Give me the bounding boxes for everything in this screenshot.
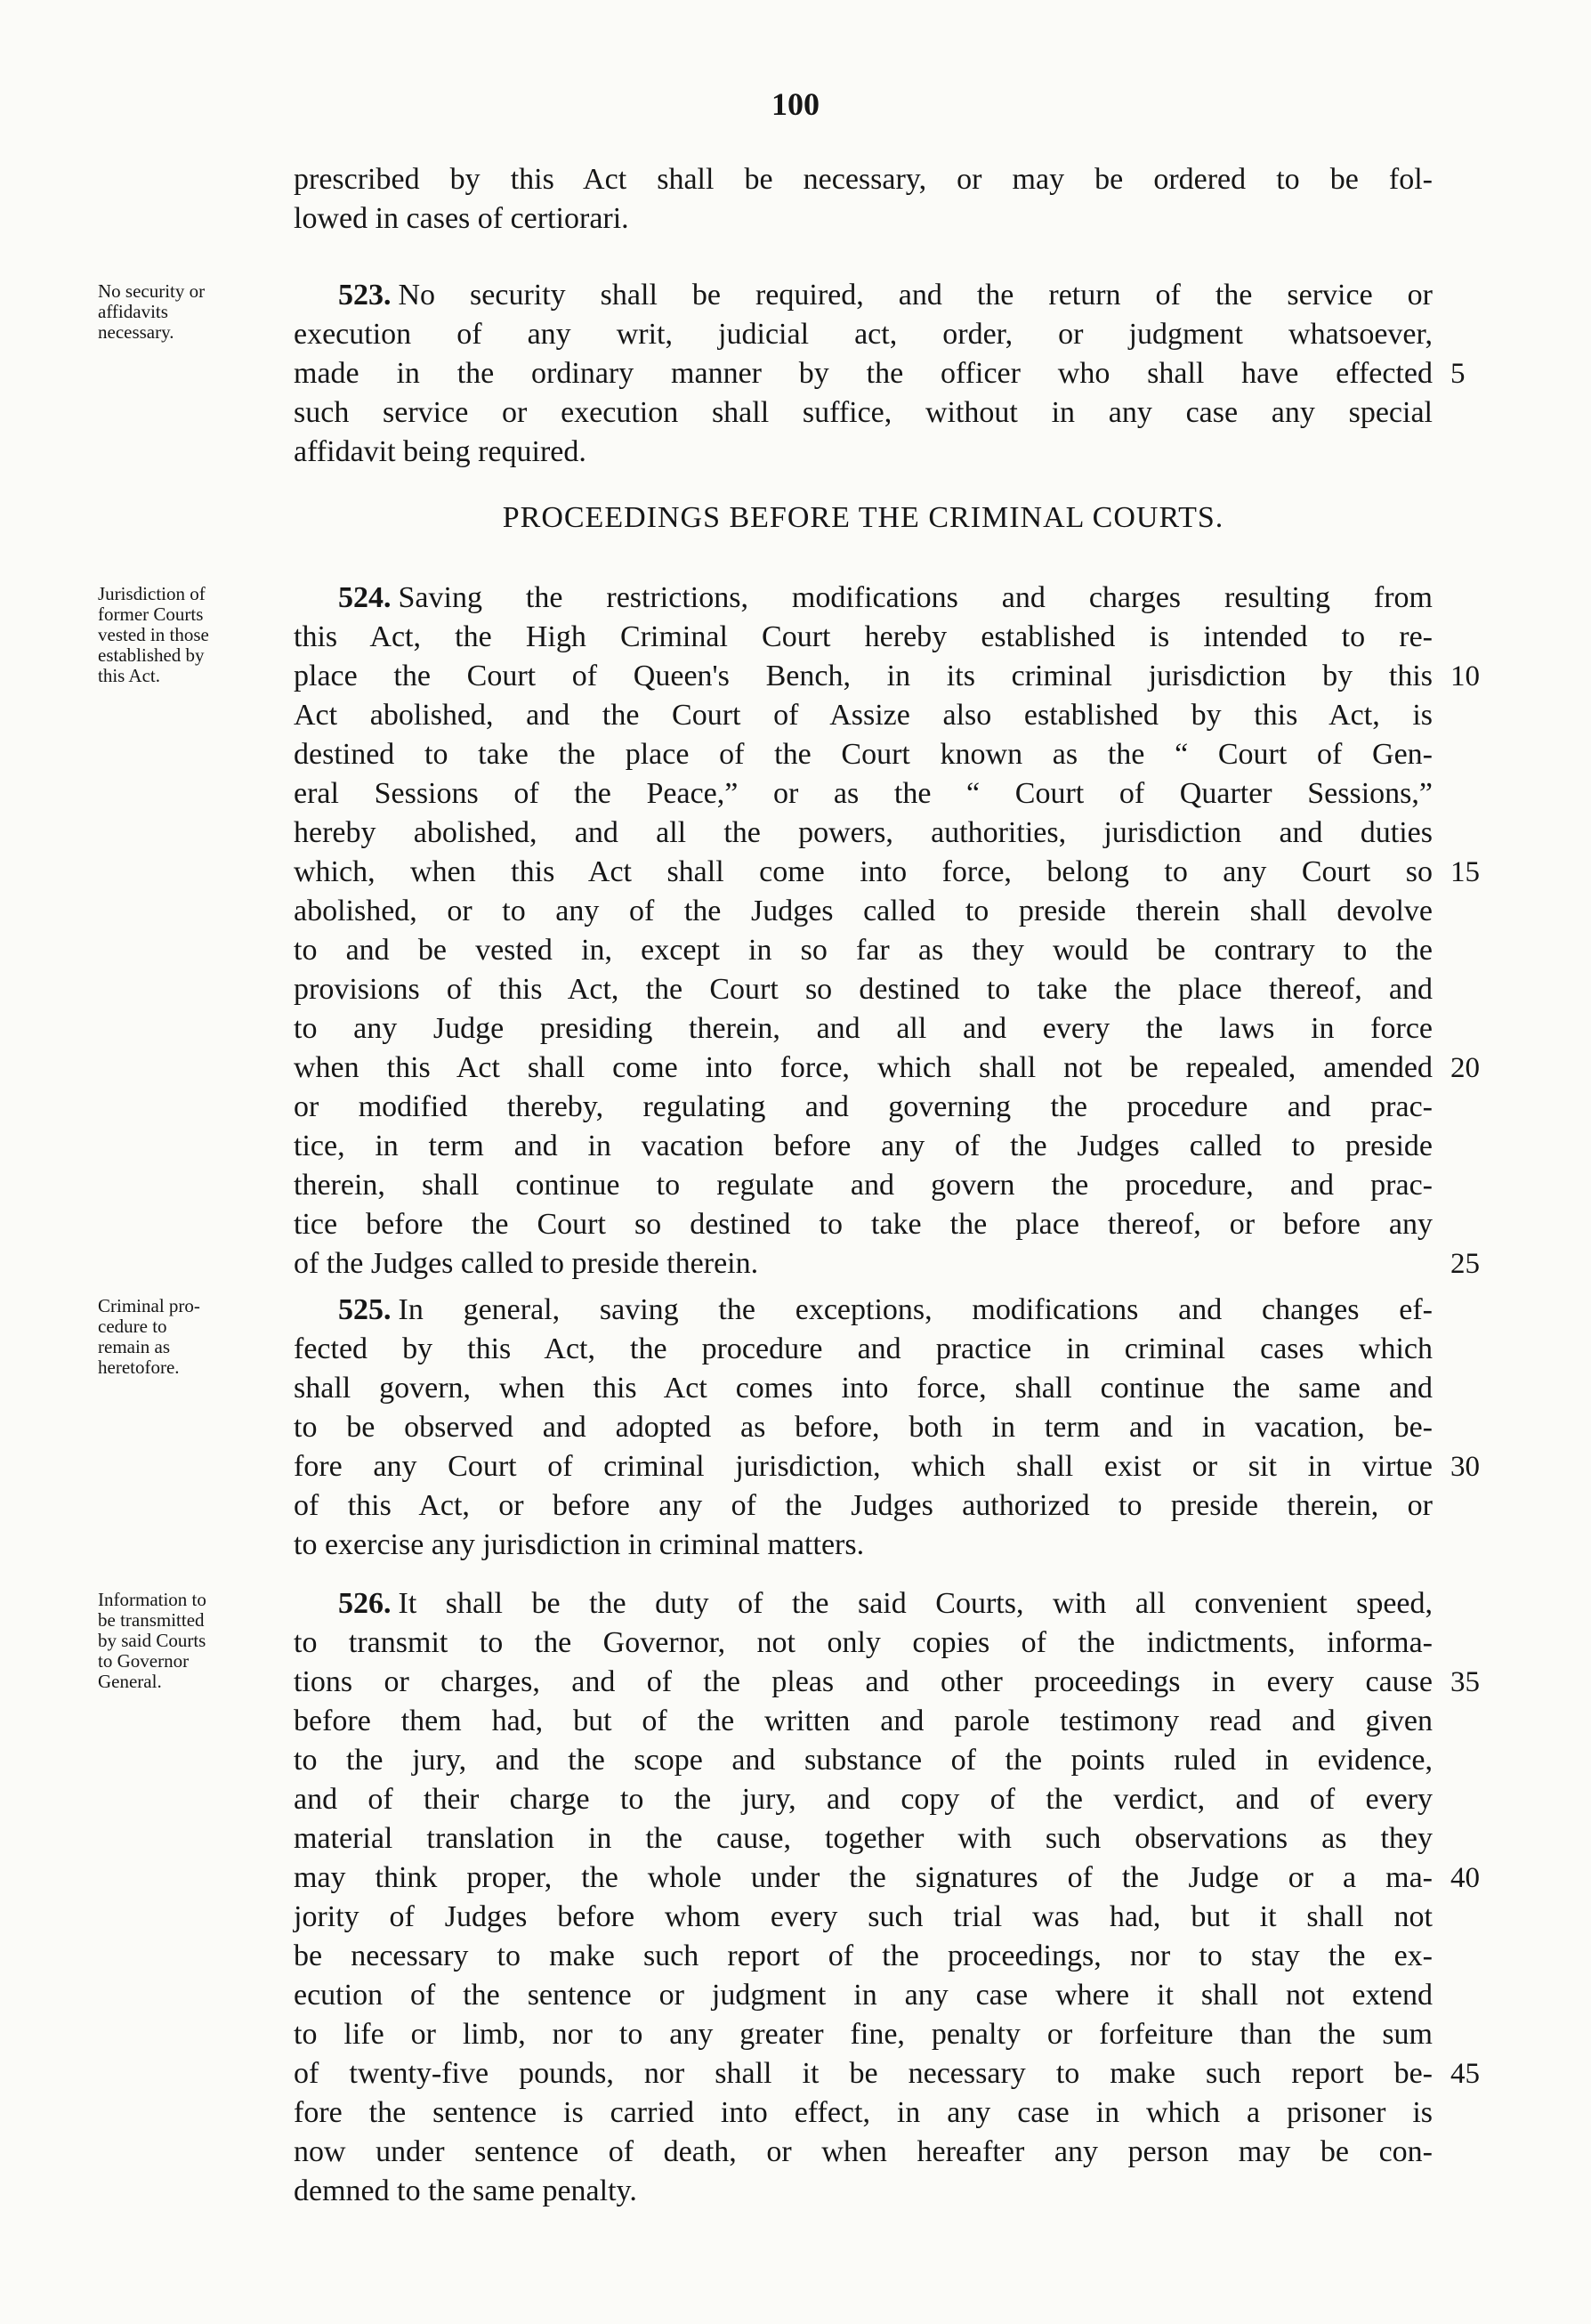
- text-line: [294, 853, 1433, 892]
- line-text: fore any Court of criminal jurisdiction, which shall exist or sit in virtue: [294, 1450, 1433, 1483]
- text-line: [338, 1584, 1433, 1624]
- line-text: therein, shall continue to regulate and govern the procedure, and prac-: [294, 1169, 1433, 1202]
- text-line: [294, 1937, 1433, 1976]
- text-line: [294, 2093, 1433, 2133]
- margin-note-line: No security or: [98, 280, 206, 302]
- margin-note: [98, 281, 288, 343]
- section-heading: PROCEEDINGS BEFORE THE CRIMINAL COURTS.: [502, 501, 1224, 534]
- line-text: prescribed by this Act shall be necessary, or may be ordered to be fol-: [294, 163, 1433, 196]
- text-line: [294, 315, 1433, 354]
- line-text: may think proper, the whole under the signatures of the Judge or a ma-: [294, 1861, 1433, 1894]
- line-text: to exercise any jurisdiction in criminal matters.: [294, 1528, 865, 1561]
- text-line: [294, 1088, 1433, 1127]
- line-text: destined to take the place of the Court known as the “ Court of Gen-: [294, 738, 1433, 771]
- line-text: execution of any writ, judicial act, order, or judgment whatsoever,: [294, 318, 1433, 351]
- margin-note-line: be transmitted: [98, 1609, 205, 1631]
- line-number: 20: [1450, 1052, 1480, 1084]
- text-line: [294, 354, 1433, 393]
- text-line: [294, 696, 1433, 735]
- line-text: now under sentence of death, or when hereafter any person may be con-: [294, 2135, 1433, 2168]
- line-text: when this Act shall come into force, which shall not be repealed, amended: [294, 1051, 1433, 1084]
- text-line: [338, 579, 1433, 618]
- line-text: tions or charges, and of the pleas and other proceedings in every cause: [294, 1665, 1433, 1698]
- line-number: 35: [1450, 1666, 1480, 1698]
- text-line: [294, 1447, 1433, 1486]
- margin-note-line: Jurisdiction of: [98, 583, 206, 604]
- line-text: eral Sessions of the Peace,” or as the “ Court of Quarter Sessions,”: [294, 777, 1433, 810]
- line-text: to be observed and adopted as before, both in term and in vacation, be-: [294, 1411, 1433, 1444]
- margin-note-line: to Governor: [98, 1650, 190, 1672]
- text-line: [294, 1526, 1433, 1565]
- text-line: [294, 657, 1433, 696]
- text-line: [294, 774, 1433, 814]
- line-text: tice, in term and in vacation before any of the Judges called to preside: [294, 1130, 1433, 1162]
- text-line: [294, 393, 1433, 433]
- line-text: this Act, the High Criminal Court hereby established is intended to re-: [294, 620, 1433, 653]
- margin-note-line: by said Courts: [98, 1630, 206, 1651]
- text-line: [294, 618, 1433, 657]
- line-text: jority of Judges before whom every such trial was had, but it shall not: [294, 1900, 1433, 1933]
- line-number: 10: [1450, 660, 1480, 692]
- line-text: to any Judge presiding therein, and all and every the laws in force: [294, 1012, 1433, 1045]
- text-line: [294, 2172, 1433, 2211]
- text-line: [294, 1205, 1433, 1244]
- text-line: [294, 2133, 1433, 2172]
- line-text: shall govern, when this Act comes into force, shall continue the same and: [294, 1372, 1433, 1405]
- text-line: [294, 892, 1433, 931]
- margin-note-line: vested in those: [98, 624, 209, 645]
- margin-note-line: Criminal pro-: [98, 1295, 200, 1316]
- text-line: [294, 1858, 1433, 1898]
- line-text: to life or limb, nor to any greater fine, penalty or forfeiture than the sum: [294, 2018, 1433, 2051]
- line-text: In general, saving the exceptions, modifications and changes ef-: [398, 1293, 1433, 1326]
- text-line: [294, 1244, 1433, 1283]
- margin-note-line: remain as: [98, 1336, 171, 1357]
- text-line: [294, 814, 1433, 853]
- section-number: 526.: [338, 1587, 392, 1620]
- margin-note: [98, 1590, 288, 1692]
- line-text: lowed in cases of certiorari.: [294, 202, 629, 235]
- text-line: [294, 1976, 1433, 2015]
- line-text: Act abolished, and the Court of Assize also established by this Act, is: [294, 699, 1433, 732]
- line-text: fected by this Act, the procedure and practice in criminal cases which: [294, 1332, 1433, 1365]
- line-text: which, when this Act shall come into force, belong to any Court so: [294, 855, 1433, 888]
- line-text: and of their charge to the jury, and copy of the verdict, and of every: [294, 1783, 1433, 1816]
- line-text: to and be vested in, except in so far as they would be contrary to the: [294, 934, 1433, 967]
- text-line: [294, 1330, 1433, 1369]
- text-line: [294, 1741, 1433, 1780]
- line-text: fore the sentence is carried into effect, in any case in which a prisoner is: [294, 2096, 1433, 2129]
- text-line: [294, 1049, 1433, 1088]
- line-text: of the Judges called to preside therein.: [294, 1247, 759, 1280]
- text-line: [294, 1369, 1433, 1408]
- line-text: such service or execution shall suffice, without in any case any special: [294, 396, 1433, 429]
- line-text: hereby abolished, and all the powers, authorities, jurisdiction and duties: [294, 816, 1433, 849]
- section-number: 523.: [338, 279, 392, 312]
- line-text: or modified thereby, regulating and governing the procedure and prac-: [294, 1090, 1433, 1123]
- margin-note-line: this Act.: [98, 665, 161, 686]
- margin-note-line: affidavits: [98, 301, 168, 322]
- text-line: [294, 2015, 1433, 2054]
- line-number: 5: [1450, 358, 1466, 390]
- margin-note-line: former Courts: [98, 603, 204, 625]
- text-line: [294, 1408, 1433, 1447]
- line-text: provisions of this Act, the Court so destined to take the place thereof, and: [294, 973, 1433, 1006]
- line-text: ecution of the sentence or judgment in any case where it shall not extend: [294, 1979, 1433, 2012]
- section-number: 524.: [338, 581, 392, 614]
- line-text: place the Court of Queen's Bench, in its criminal jurisdiction by this: [294, 660, 1433, 692]
- page-number: 100: [771, 86, 820, 122]
- line-text: affidavit being required.: [294, 435, 586, 468]
- margin-note: [98, 584, 288, 686]
- text-line: [294, 1702, 1433, 1741]
- line-text: be necessary to make such report of the proceedings, nor to stay the ex-: [294, 1939, 1433, 1972]
- text-line: [294, 970, 1433, 1009]
- margin-note-line: General.: [98, 1671, 162, 1692]
- text-line: [294, 1898, 1433, 1937]
- line-text: to transmit to the Governor, not only copies of the indictments, informa-: [294, 1626, 1433, 1659]
- text-line: [294, 1780, 1433, 1819]
- line-text: tice before the Court so destined to take the place thereof, or before any: [294, 1208, 1433, 1241]
- margin-note-line: established by: [98, 644, 205, 666]
- text-line: [294, 1663, 1433, 1702]
- text-line: [338, 276, 1433, 315]
- line-number: 30: [1450, 1451, 1480, 1483]
- margin-note-line: heretofore.: [98, 1356, 180, 1378]
- line-number: 15: [1450, 856, 1480, 888]
- line-text: It shall be the duty of the said Courts, with all convenient speed,: [398, 1587, 1433, 1620]
- line-text: to the jury, and the scope and substance of the points ruled in evidence,: [294, 1744, 1433, 1777]
- line-number: 25: [1450, 1248, 1480, 1280]
- line-number: 45: [1450, 2058, 1480, 2090]
- text-line: [294, 1819, 1433, 1858]
- text-line: [294, 1166, 1433, 1205]
- line-text: of this Act, or before any of the Judges authorized to preside therein, or: [294, 1489, 1433, 1522]
- text-line: [294, 1127, 1433, 1166]
- margin-note-line: cedure to: [98, 1316, 167, 1337]
- line-text: demned to the same penalty.: [294, 2174, 637, 2207]
- line-text: before them had, but of the written and parole testimony read and given: [294, 1705, 1433, 1737]
- text-line: [294, 931, 1433, 970]
- line-text: Saving the restrictions, modifications and charges resulting from: [398, 581, 1433, 614]
- text-line: [294, 433, 1433, 472]
- text-line: [294, 199, 1433, 239]
- line-number: 40: [1450, 1862, 1480, 1894]
- section-number: 525.: [338, 1293, 392, 1326]
- margin-note-line: Information to: [98, 1589, 206, 1610]
- line-text: abolished, or to any of the Judges called to preside therein shall devolve: [294, 895, 1433, 927]
- text-line: [338, 1291, 1433, 1330]
- text-line: [294, 1624, 1433, 1663]
- text-line: [294, 1009, 1433, 1049]
- line-text: material translation in the cause, together with such observations as they: [294, 1822, 1433, 1855]
- text-line: [294, 735, 1433, 774]
- line-text: of twenty-five pounds, nor shall it be necessary to make such report be-: [294, 2057, 1433, 2090]
- line-text: made in the ordinary manner by the officer who shall have effected: [294, 357, 1433, 390]
- margin-note-line: necessary.: [98, 321, 174, 343]
- text-line: [294, 2054, 1433, 2093]
- line-text: No security shall be required, and the return of the service or: [398, 279, 1433, 312]
- margin-note: [98, 1296, 288, 1378]
- text-line: [294, 1486, 1433, 1526]
- text-line: [294, 160, 1433, 199]
